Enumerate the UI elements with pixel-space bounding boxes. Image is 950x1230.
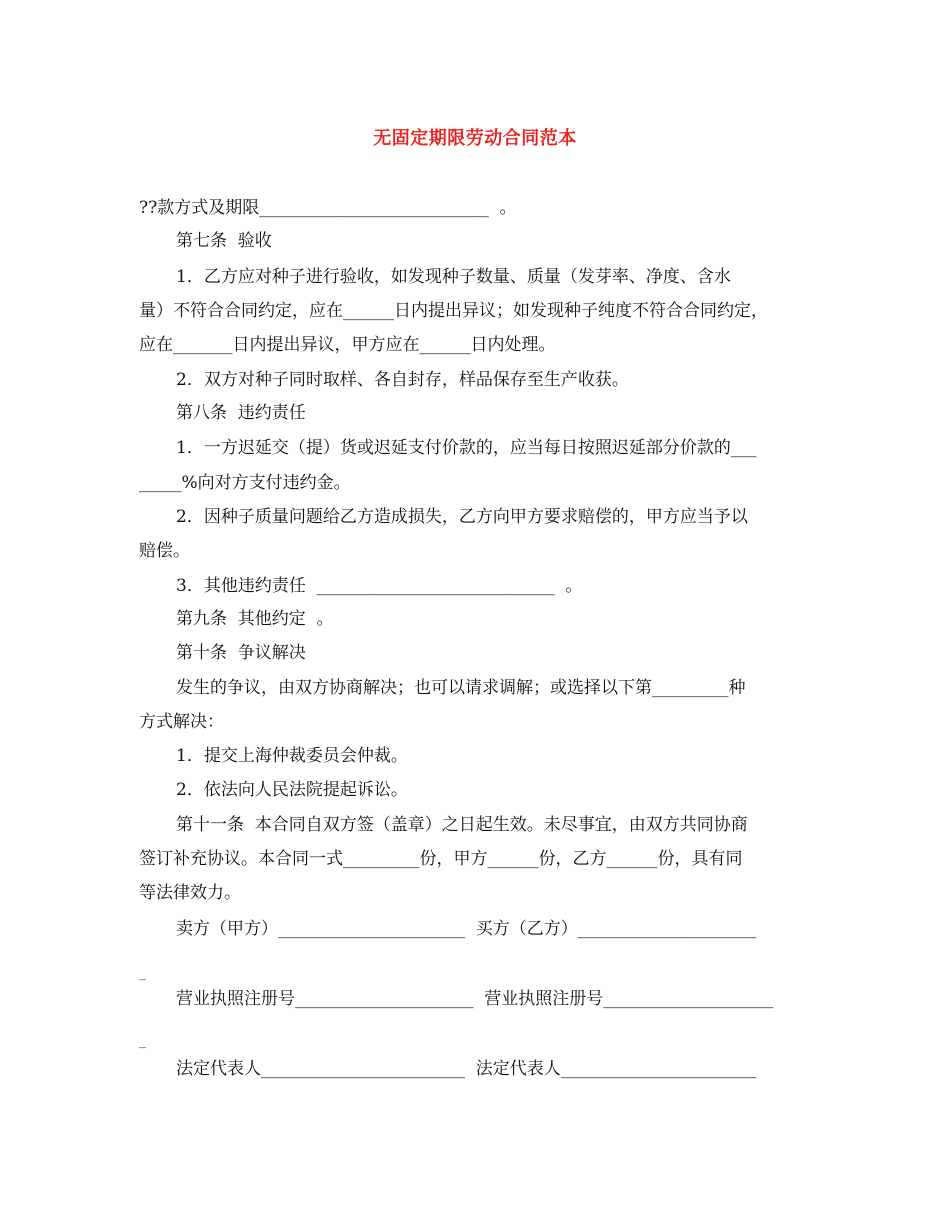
article-10-text-line-2: 方式解决：: [139, 712, 224, 732]
article-7-item-1-line-3: 应在_______日内提出异议，甲方应在______日内处理。: [139, 335, 556, 355]
business-license-continuation-mark: _: [139, 1033, 146, 1049]
parties-continuation-mark: _: [139, 965, 146, 981]
article-8-item-1-line-2: _____%向对方支付违约金。: [139, 473, 351, 493]
article-7-item-2: 2．双方对种子同时取样、各自封存，样品保存至生产收获。: [176, 370, 629, 390]
article-8-heading: 第八条 违约责任: [176, 403, 306, 423]
article-7-item-1-line-1: 1．乙方应对种子进行验收，如发现种子数量、质量（发芽率、净度、含水: [176, 267, 731, 287]
article-11-line-3: 等法律效力。: [139, 883, 241, 903]
business-license-line: 营业执照注册号_____________________ 营业执照注册号____________________: [176, 989, 774, 1009]
article-11-line-1: 第十一条 本合同自双方签（盖章）之日起生效。未尽事宜，由双方共同协商: [176, 815, 748, 835]
legal-representative-line: 法定代表人________________________ 法定代表人_______________________: [176, 1059, 757, 1079]
article-7-heading: 第七条 验收: [176, 231, 272, 251]
article-10-text-line-1: 发生的争议，由双方协商解决；也可以请求调解；或选择以下第_________种: [176, 678, 746, 698]
article-8-item-1-line-1: 1．一方迟延交（提）货或迟延支付价款的，应当每日按照迟延部分价款的___: [176, 438, 757, 458]
article-8-item-2-line-1: 2．因种子质量问题给乙方造成损失，乙方向甲方要求赔偿的，甲方应当予以: [176, 507, 748, 527]
parties-signature-line: 卖方（甲方）______________________ 买方（乙方）_____________________: [176, 919, 757, 939]
article-9-heading: 第九条 其他约定 。: [176, 609, 334, 629]
article-10-heading: 第十条 争议解决: [176, 643, 306, 663]
article-8-item-2-line-2: 赔偿。: [139, 541, 190, 561]
document-title: 无固定期限劳动合同范本: [373, 128, 577, 149]
article-7-item-1-line-2: 量）不符合合同约定，应在______日内提出异议；如发现种子纯度不符合合同约定，: [139, 301, 768, 321]
article-8-item-3: 3．其他违约责任 ____________________________ 。: [176, 576, 583, 596]
payment-terms-line: ??款方式及期限___________________________ 。: [139, 198, 517, 218]
article-10-option-2: 2．依法向人民法院提起诉讼。: [176, 780, 408, 800]
article-10-option-1: 1．提交上海仲裁委员会仲裁。: [176, 746, 408, 766]
article-11-line-2: 签订补充协议。本合同一式_________份，甲方______份，乙方______份，具有同: [139, 849, 743, 869]
